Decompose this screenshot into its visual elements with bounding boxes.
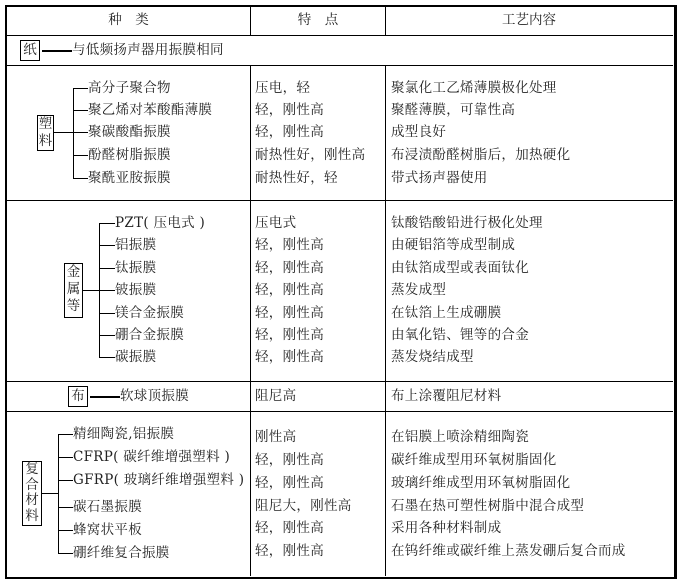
- category-composite-char: 料: [25, 507, 39, 524]
- metal-item-process: 由氧化锆、锂等的合金: [391, 327, 529, 343]
- plastic-item-name: 聚酰亚胺振膜: [88, 170, 171, 186]
- plastic-tick: [73, 132, 88, 133]
- plastic-item-process: 成型良好: [391, 124, 447, 140]
- metal-item-feature: 轻，刚性高: [255, 237, 324, 253]
- plastic-tick: [73, 110, 88, 111]
- composite-item-name: GFRP( 玻璃纤维增强塑料 ): [73, 472, 245, 488]
- plastic-item-feature: 压电，轻: [255, 80, 311, 96]
- category-metal-char: 等: [66, 298, 81, 314]
- composite-tick: [58, 434, 73, 435]
- metal-tick: [99, 268, 115, 269]
- composite-tick: [58, 553, 73, 554]
- metal-item-feature: 轻，刚性高: [255, 260, 324, 276]
- composite-item-feature: 刚性高: [255, 429, 297, 445]
- composite-item-process: 石墨在热可塑性树脂中混合成型: [391, 498, 585, 514]
- category-composite-char: 材: [25, 492, 39, 508]
- composite-item-feature: 轻，刚性高: [255, 475, 324, 491]
- paper-description: 与低频扬声器用振膜相同: [72, 42, 224, 58]
- plastic-item-feature: 耐热性好，刚性高: [255, 147, 366, 163]
- composite-item-name: 精细陶瓷,铝振膜: [73, 426, 175, 442]
- col-divider-1-body: [250, 66, 251, 576]
- composite-tick: [58, 457, 73, 458]
- composite-item-name: 蜂窝状平板: [73, 522, 142, 538]
- metal-tick: [99, 313, 115, 314]
- composite-tick: [58, 480, 73, 481]
- metal-item-name: 镁合金振膜: [115, 305, 184, 321]
- plastic-item-name: 酚醛树脂振膜: [88, 147, 171, 163]
- composite-item-feature: 轻，刚性高: [255, 543, 324, 559]
- plastic-item-process: 带式扬声器使用: [391, 170, 488, 186]
- paper-connector: [42, 50, 72, 52]
- col-divider-2-body: [385, 66, 386, 576]
- category-composite-char: 复: [25, 461, 39, 477]
- category-composite-char: 合: [25, 476, 39, 493]
- header-features: 特 点: [297, 12, 339, 28]
- metal-item-name: 碳振膜: [115, 349, 157, 365]
- metal-item-name: PZT( 压电式 ): [115, 215, 206, 231]
- category-metal-char: 属: [66, 281, 81, 297]
- metal-item-name: 铍振膜: [115, 282, 157, 298]
- category-cloth: [68, 386, 88, 407]
- category-plastic-char: 塑: [38, 116, 53, 132]
- cloth-row-divider: [6, 411, 673, 412]
- category-plastic-char: 料: [38, 133, 53, 149]
- metal-item-feature: 轻，刚性高: [255, 349, 324, 365]
- cloth-item-feature: 阻尼高: [255, 388, 297, 404]
- plastic-item-name: 高分子聚合物: [88, 80, 171, 96]
- composite-item-name: 硼纤维复合振膜: [73, 545, 170, 561]
- composite-item-name: CFRP( 碳纤维增强塑料 ): [73, 449, 231, 465]
- category-metal: [64, 263, 83, 318]
- composite-item-process: 在钨纤维或碳纤维上蒸发硼后复合而成: [391, 543, 626, 559]
- category-paper-label: 纸: [23, 42, 37, 58]
- composite-item-process: 采用各种材料制成: [391, 520, 502, 536]
- metal-item-name: 硼合金振膜: [115, 327, 184, 343]
- paper-row-divider: [6, 65, 673, 66]
- metal-tick: [99, 335, 115, 336]
- composite-item-feature: 轻，刚性高: [255, 452, 324, 468]
- plastic-connector: [54, 132, 73, 133]
- composite-tick: [58, 530, 73, 531]
- plastic-item-process: 聚醛薄膜，可靠性高: [391, 102, 516, 118]
- composite-item-feature: 阻尼大，刚性高: [255, 498, 352, 514]
- metal-section-divider: [6, 381, 673, 382]
- composite-bracket: [58, 434, 59, 554]
- header-type: 种 类: [108, 12, 149, 28]
- metal-item-feature: 轻，刚性高: [255, 305, 324, 321]
- plastic-item-name: 聚乙烯对苯酸酯薄膜: [88, 102, 213, 118]
- metal-item-name: 钛振膜: [115, 260, 157, 276]
- category-plastic: [37, 115, 54, 151]
- metal-tick: [99, 245, 115, 246]
- metal-item-process: 钛酸锆酸铅进行极化处理: [391, 215, 543, 231]
- metal-item-process: 由硬铝箔等成型制成: [391, 237, 516, 253]
- metal-item-process: 由钛箔成型或表面钛化: [391, 260, 529, 276]
- composite-item-feature: 轻，刚性高: [255, 520, 324, 536]
- plastic-item-process: 布浸渍酚醛树脂后，加热硬化: [391, 147, 571, 163]
- metal-item-feature: 轻，刚性高: [255, 282, 324, 298]
- plastic-item-feature: 轻，刚性高: [255, 124, 324, 140]
- metal-tick: [99, 290, 115, 291]
- header-divider: [6, 35, 673, 36]
- composite-connector: [42, 493, 58, 494]
- plastic-item-name: 聚碳酸酯振膜: [88, 124, 171, 140]
- cloth-item-name: 软球顶振膜: [120, 388, 189, 404]
- plastic-bracket: [73, 88, 74, 179]
- plastic-tick: [73, 88, 88, 89]
- composite-item-process: 碳纤维成型用环氧树脂固化: [391, 452, 557, 468]
- metal-item-process: 蒸发成型: [391, 282, 447, 298]
- metal-tick: [99, 223, 115, 224]
- category-cloth-label: 布: [71, 388, 85, 404]
- category-metal-char: 金: [66, 264, 81, 280]
- metal-item-process: 在钛箔上生成硼膜: [391, 305, 502, 321]
- metal-item-name: 铝振膜: [115, 237, 157, 253]
- plastic-tick: [73, 178, 88, 179]
- metal-item-process: 蒸发烧结成型: [391, 349, 474, 365]
- metal-tick: [99, 357, 115, 358]
- category-composite: [22, 461, 42, 526]
- metal-item-feature: 轻，刚性高: [255, 327, 324, 343]
- category-paper: [20, 40, 40, 61]
- plastic-section-divider: [6, 200, 673, 201]
- composite-item-process: 玻璃纤维成型用环氧树脂固化: [391, 475, 571, 491]
- header-process: 工艺内容: [502, 12, 556, 28]
- plastic-item-process: 聚氯化工乙烯薄膜极化处理: [391, 80, 557, 96]
- plastic-item-feature: 轻，刚性高: [255, 102, 324, 118]
- cloth-connector: [90, 396, 120, 398]
- metal-connector: [83, 290, 99, 291]
- plastic-item-feature: 耐热性好，轻: [255, 170, 338, 186]
- composite-item-process: 在铝膜上喷涂精细陶瓷: [391, 429, 529, 445]
- plastic-tick: [73, 155, 88, 156]
- cloth-item-process: 布上涂覆阻尼材料: [391, 388, 502, 404]
- composite-item-name: 碳石墨振膜: [73, 499, 142, 515]
- composite-tick: [58, 507, 73, 508]
- metal-item-feature: 压电式: [255, 215, 297, 231]
